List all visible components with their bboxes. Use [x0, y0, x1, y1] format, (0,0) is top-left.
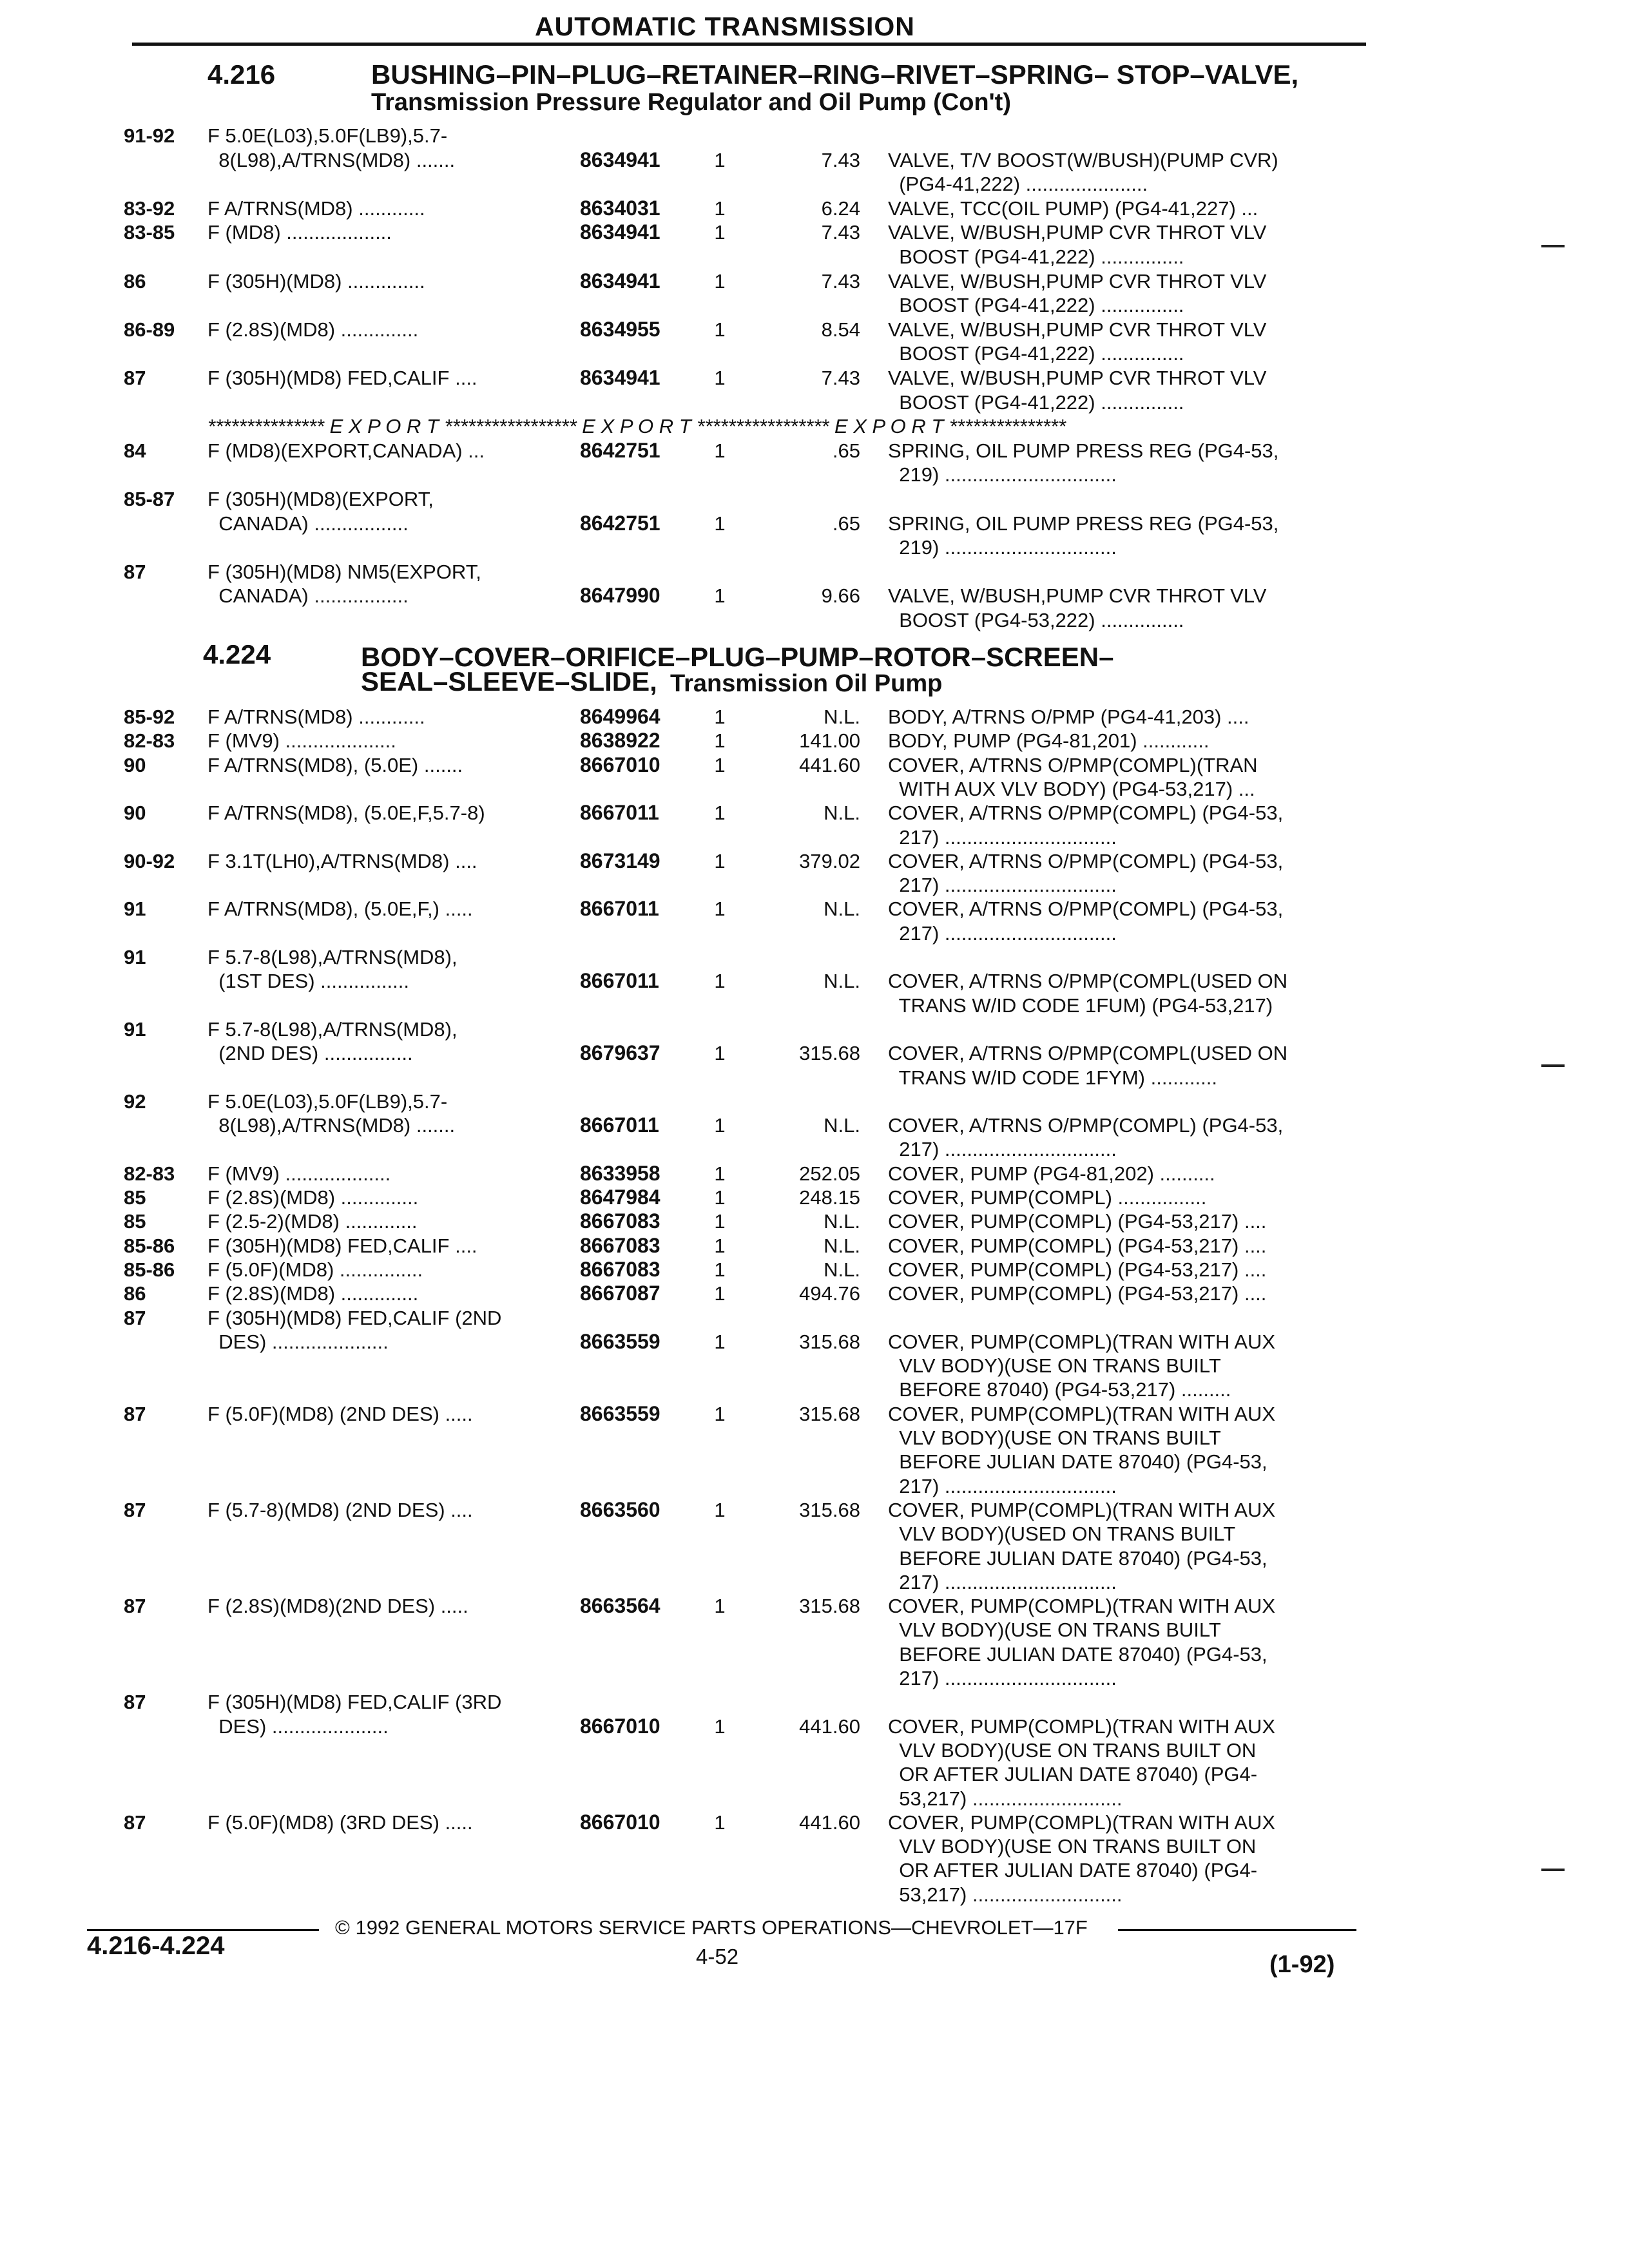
quantity: 1 — [714, 753, 726, 776]
model-years: 90 — [124, 802, 146, 825]
description: 219) ............................... — [888, 463, 1117, 486]
description: VLV BODY)(USE ON TRANS BUILT ON — [888, 1835, 1257, 1858]
model-years: 87 — [124, 367, 146, 389]
description: VLV BODY)(USE ON TRANS BUILT — [888, 1354, 1221, 1378]
application: F (305H)(MD8)(EXPORT, — [207, 488, 434, 510]
description: COVER, PUMP(COMPL)(TRAN WITH AUX — [888, 1811, 1276, 1834]
application: F 3.1T(LH0),A/TRNS(MD8) .... — [207, 849, 477, 872]
quantity: 1 — [714, 1210, 726, 1233]
footer-rule-right — [1118, 1929, 1356, 1931]
quantity: 1 — [714, 729, 726, 753]
description: VALVE, W/BUSH,PUMP CVR THROT VLV — [888, 367, 1267, 389]
application: F A/TRNS(MD8) ............ — [207, 706, 425, 728]
price: N.L. — [824, 802, 860, 825]
footer-copyright: © 1992 GENERAL MOTORS SERVICE PARTS OPERATIONS—CHEVROLET—17F — [335, 1916, 1088, 1939]
model-years: 85-87 — [124, 488, 175, 510]
application: F (305H)(MD8) FED,CALIF .... — [207, 1234, 477, 1257]
margin-mark — [1541, 245, 1565, 247]
description: BOOST (PG4-53,222) ............... — [888, 609, 1184, 631]
quantity: 1 — [714, 197, 726, 220]
application: F (MD8) ................... — [207, 221, 392, 244]
description: BODY, A/TRNS O/PMP (PG4-41,203) .... — [888, 706, 1249, 728]
section-title-2-line2: SEAL–SLEEVE–SLIDE, — [361, 666, 657, 697]
description: 217) ............................... — [888, 1138, 1117, 1161]
price: .65 — [832, 512, 860, 535]
application: F (2.8S)(MD8) .............. — [207, 1186, 419, 1209]
part-number: 8634031 — [580, 196, 660, 220]
description: 217) ............................... — [888, 874, 1117, 897]
quantity: 1 — [714, 1715, 726, 1738]
price: N.L. — [824, 970, 860, 993]
price: 8.54 — [821, 318, 860, 341]
application: F (MD8)(EXPORT,CANADA) ... — [207, 439, 485, 462]
model-years: 92 — [124, 1090, 146, 1113]
quantity: 1 — [714, 849, 726, 872]
description: VLV BODY)(USE ON TRANS BUILT — [888, 1427, 1221, 1449]
part-number: 8667083 — [580, 1233, 660, 1257]
quantity: 1 — [714, 1234, 726, 1257]
price: 141.00 — [799, 729, 860, 753]
part-number: 8633958 — [580, 1161, 660, 1185]
description: COVER, A/TRNS O/PMP(COMPL) (PG4-53, — [888, 1114, 1284, 1137]
model-years: 85-86 — [124, 1258, 175, 1281]
application: F (2.8S)(MD8)(2ND DES) ..... — [207, 1595, 468, 1618]
model-years: 90-92 — [124, 849, 175, 872]
description: (PG4-41,222) ...................... — [888, 173, 1148, 196]
part-number: 8667011 — [580, 969, 659, 993]
part-number: 8642751 — [580, 438, 660, 462]
model-years: 83-92 — [124, 197, 175, 220]
description: BOOST (PG4-41,222) ............... — [888, 390, 1184, 414]
description: COVER, PUMP(COMPL)(TRAN WITH AUX — [888, 1715, 1276, 1738]
section-title: BUSHING–PIN–PLUG–RETAINER–RING–RIVET–SPRING– STOP–VALVE, — [371, 59, 1299, 90]
application: F (MV9) ................... — [207, 1162, 391, 1185]
description: 53,217) ........................... — [888, 1883, 1123, 1906]
model-years: 86 — [124, 1282, 146, 1305]
model-years: 85 — [124, 1186, 146, 1209]
part-number: 8679637 — [580, 1041, 660, 1065]
footer-page-number: 4-52 — [696, 1945, 739, 1968]
description: 217) ............................... — [888, 1667, 1117, 1689]
application: F (305H)(MD8) NM5(EXPORT, — [207, 560, 481, 583]
section-title-2: BODY–COVER–ORIFICE–PLUG–PUMP–ROTOR–SCREEN– — [361, 642, 1114, 672]
price: 441.60 — [799, 1811, 860, 1834]
price: 379.02 — [799, 849, 860, 872]
footer-date: (1-92) — [1269, 1951, 1335, 1978]
price: 6.24 — [821, 197, 860, 220]
part-number: 8649964 — [580, 705, 660, 728]
quantity: 1 — [714, 1186, 726, 1209]
price: 7.43 — [821, 221, 860, 244]
description: TRANS W/ID CODE 1FYM) ............ — [888, 1066, 1217, 1089]
model-years: 91 — [124, 898, 146, 921]
section-number-2: 4.224 — [203, 639, 271, 669]
description: OR AFTER JULIAN DATE 87040) (PG4- — [888, 1763, 1258, 1786]
part-number: 8638922 — [580, 729, 660, 753]
model-years: 87 — [124, 1691, 146, 1714]
description: COVER, A/TRNS O/PMP(COMPL) (PG4-53, — [888, 802, 1284, 825]
model-years: 84 — [124, 439, 146, 462]
price: N.L. — [824, 898, 860, 921]
model-years: 82-83 — [124, 729, 175, 753]
part-number: 8634941 — [580, 220, 660, 244]
description: COVER, PUMP(COMPL) (PG4-53,217) .... — [888, 1210, 1267, 1233]
application: CANADA) ................. — [207, 512, 409, 535]
model-years: 87 — [124, 1811, 146, 1834]
quantity: 1 — [714, 1595, 726, 1618]
quantity: 1 — [714, 512, 726, 535]
price: 441.60 — [799, 753, 860, 776]
description: BODY, PUMP (PG4-81,201) ............ — [888, 729, 1210, 753]
description: VLV BODY)(USE ON TRANS BUILT — [888, 1619, 1221, 1642]
description: VLV BODY)(USED ON TRANS BUILT — [888, 1523, 1236, 1546]
description: SPRING, OIL PUMP PRESS REG (PG4-53, — [888, 512, 1279, 535]
application: F (5.0F)(MD8) (3RD DES) ..... — [207, 1811, 473, 1834]
margin-mark — [1541, 1869, 1565, 1871]
description: COVER, PUMP(COMPL) ................ — [888, 1186, 1207, 1209]
part-number: 8667083 — [580, 1209, 660, 1233]
quantity: 1 — [714, 439, 726, 462]
quantity: 1 — [714, 1258, 726, 1281]
price: N.L. — [824, 706, 860, 728]
application: 8(L98),A/TRNS(MD8) ....... — [207, 148, 456, 171]
price: N.L. — [824, 1234, 860, 1257]
price: 9.66 — [821, 584, 860, 608]
description: 217) ............................... — [888, 921, 1117, 945]
description: VALVE, TCC(OIL PUMP) (PG4-41,227) ... — [888, 197, 1258, 220]
part-number: 8634941 — [580, 269, 660, 293]
description: BEFORE 87040) (PG4-53,217) ......... — [888, 1378, 1231, 1401]
description: BEFORE JULIAN DATE 87040) (PG4-53, — [888, 1642, 1268, 1666]
description: COVER, A/TRNS O/PMP(COMPL) (PG4-53, — [888, 898, 1284, 921]
application: F (MV9) .................... — [207, 729, 396, 753]
quantity: 1 — [714, 367, 726, 389]
part-number: 8663560 — [580, 1497, 660, 1521]
model-years: 82-83 — [124, 1162, 175, 1185]
description: COVER, PUMP(COMPL) (PG4-53,217) .... — [888, 1234, 1267, 1257]
title-rule — [132, 43, 1366, 46]
model-years: 90 — [124, 753, 146, 776]
quantity: 1 — [714, 970, 726, 993]
price: 315.68 — [799, 1498, 860, 1521]
description: 53,217) ........................... — [888, 1787, 1123, 1810]
application: DES) ..................... — [207, 1715, 389, 1738]
part-number: 8634941 — [580, 366, 660, 389]
description: VALVE, W/BUSH,PUMP CVR THROT VLV — [888, 221, 1267, 244]
part-number: 8647984 — [580, 1186, 660, 1209]
part-number: 8663564 — [580, 1594, 660, 1618]
part-number: 8663559 — [580, 1401, 660, 1425]
section-subtitle: Transmission Pressure Regulator and Oil Pump (Con't) — [371, 89, 1011, 116]
quantity: 1 — [714, 148, 726, 171]
description: VALVE, W/BUSH,PUMP CVR THROT VLV — [888, 318, 1267, 341]
description: COVER, A/TRNS O/PMP(COMPL) (PG4-53, — [888, 849, 1284, 872]
footer-rule-left — [87, 1929, 319, 1931]
application: F (305H)(MD8) FED,CALIF (2ND — [207, 1306, 502, 1329]
part-number: 8634941 — [580, 148, 660, 171]
part-number: 8667083 — [580, 1257, 660, 1281]
application: F A/TRNS(MD8), (5.0E,F,) ..... — [207, 898, 473, 921]
description: 217) ............................... — [888, 825, 1117, 849]
model-years: 91-92 — [124, 124, 175, 147]
part-number: 8673149 — [580, 849, 660, 872]
description: COVER, PUMP(COMPL) (PG4-53,217) .... — [888, 1282, 1267, 1305]
price: 494.76 — [799, 1282, 860, 1305]
application: F (2.8S)(MD8) .............. — [207, 318, 419, 341]
quantity: 1 — [714, 802, 726, 825]
description: COVER, A/TRNS O/PMP(COMPL)(TRAN — [888, 753, 1258, 776]
model-years: 86 — [124, 269, 146, 293]
model-years: 91 — [124, 946, 146, 968]
price: 7.43 — [821, 367, 860, 389]
price: 315.68 — [799, 1330, 860, 1353]
application: (1ST DES) ................ — [207, 970, 409, 993]
export-divider: *************** E X P O R T ***************** E X P O R T ***************** E X P O R T *************** — [207, 415, 1066, 437]
part-number: 8634955 — [580, 317, 660, 341]
price: 7.43 — [821, 148, 860, 171]
description: COVER, PUMP(COMPL)(TRAN WITH AUX — [888, 1595, 1276, 1618]
description: COVER, PUMP(COMPL)(TRAN WITH AUX — [888, 1402, 1276, 1425]
application: F (305H)(MD8) FED,CALIF .... — [207, 367, 477, 389]
application: F 5.0E(L03),5.0F(LB9),5.7- — [207, 124, 448, 147]
application: F A/TRNS(MD8) ............ — [207, 197, 425, 220]
model-years: 87 — [124, 1306, 146, 1329]
quantity: 1 — [714, 1330, 726, 1353]
description: BEFORE JULIAN DATE 87040) (PG4-53, — [888, 1546, 1268, 1570]
price: 248.15 — [799, 1186, 860, 1209]
price: 315.68 — [799, 1042, 860, 1065]
part-number: 8663559 — [580, 1329, 660, 1353]
quantity: 1 — [714, 584, 726, 608]
quantity: 1 — [714, 1811, 726, 1834]
part-number: 8667087 — [580, 1282, 660, 1305]
section-number: 4.216 — [207, 59, 276, 90]
application: F A/TRNS(MD8), (5.0E,F,5.7-8) — [207, 802, 485, 825]
part-number: 8667011 — [580, 1113, 659, 1137]
margin-mark — [1541, 1064, 1565, 1067]
description: 217) ............................... — [888, 1474, 1117, 1497]
model-years: 83-85 — [124, 221, 175, 244]
application: F (5.0F)(MD8) (2ND DES) ..... — [207, 1402, 473, 1425]
application: F 5.0E(L03),5.0F(LB9),5.7- — [207, 1090, 448, 1113]
description: VALVE, W/BUSH,PUMP CVR THROT VLV — [888, 584, 1267, 608]
description: TRANS W/ID CODE 1FUM) (PG4-53,217) — [888, 994, 1273, 1017]
description: 219) ............................... — [888, 536, 1117, 559]
application: F A/TRNS(MD8), (5.0E) ....... — [207, 753, 463, 776]
model-years: 85-86 — [124, 1234, 175, 1257]
model-years: 85 — [124, 1210, 146, 1233]
quantity: 1 — [714, 1498, 726, 1521]
application: F (305H)(MD8) .............. — [207, 269, 425, 293]
description: SPRING, OIL PUMP PRESS REG (PG4-53, — [888, 439, 1279, 462]
model-years: 87 — [124, 1595, 146, 1618]
description: VALVE, W/BUSH,PUMP CVR THROT VLV — [888, 269, 1267, 293]
application: F (5.0F)(MD8) ............... — [207, 1258, 423, 1281]
part-number: 8667010 — [580, 1810, 660, 1834]
price: 441.60 — [799, 1715, 860, 1738]
price: N.L. — [824, 1114, 860, 1137]
part-number: 8667010 — [580, 1714, 660, 1738]
description: BOOST (PG4-41,222) ............... — [888, 294, 1184, 317]
description: BEFORE JULIAN DATE 87040) (PG4-53, — [888, 1450, 1268, 1474]
description: COVER, PUMP(COMPL) (PG4-53,217) .... — [888, 1258, 1267, 1281]
application: 8(L98),A/TRNS(MD8) ....... — [207, 1114, 456, 1137]
price: 7.43 — [821, 269, 860, 293]
application: F (5.7-8)(MD8) (2ND DES) .... — [207, 1498, 473, 1521]
description: VALVE, T/V BOOST(W/BUSH)(PUMP CVR) — [888, 148, 1278, 171]
part-number: 8642751 — [580, 511, 660, 535]
application: F 5.7-8(L98),A/TRNS(MD8), — [207, 946, 458, 968]
quantity: 1 — [714, 221, 726, 244]
description: BOOST (PG4-41,222) ............... — [888, 245, 1184, 268]
price: 315.68 — [799, 1402, 860, 1425]
description: COVER, PUMP(COMPL)(TRAN WITH AUX — [888, 1330, 1276, 1353]
model-years: 87 — [124, 560, 146, 583]
description: COVER, A/TRNS O/PMP(COMPL(USED ON — [888, 1042, 1288, 1065]
part-number: 8667011 — [580, 801, 659, 825]
quantity: 1 — [714, 1042, 726, 1065]
application: F (2.5-2)(MD8) ............. — [207, 1210, 418, 1233]
price: .65 — [832, 439, 860, 462]
price: N.L. — [824, 1210, 860, 1233]
description: BOOST (PG4-41,222) ............... — [888, 342, 1184, 365]
description: 217) ............................... — [888, 1570, 1117, 1593]
price: 315.68 — [799, 1595, 860, 1618]
description: COVER, PUMP (PG4-81,202) .......... — [888, 1162, 1215, 1185]
footer-section-range: 4.216-4.224 — [87, 1932, 225, 1960]
description: COVER, A/TRNS O/PMP(COMPL(USED ON — [888, 970, 1288, 993]
quantity: 1 — [714, 706, 726, 728]
part-number: 8647990 — [580, 584, 660, 608]
quantity: 1 — [714, 318, 726, 341]
part-number: 8667011 — [580, 897, 659, 921]
model-years: 85-92 — [124, 706, 175, 728]
application: CANADA) ................. — [207, 584, 409, 608]
quantity: 1 — [714, 1114, 726, 1137]
model-years: 87 — [124, 1498, 146, 1521]
part-number: 8667010 — [580, 753, 660, 776]
application: (2ND DES) ................ — [207, 1042, 413, 1065]
section-subtitle-2: Transmission Oil Pump — [670, 670, 943, 697]
application: F (2.8S)(MD8) .............. — [207, 1282, 419, 1305]
quantity: 1 — [714, 269, 726, 293]
application: F (305H)(MD8) FED,CALIF (3RD — [207, 1691, 502, 1714]
application: F 5.7-8(L98),A/TRNS(MD8), — [207, 1017, 458, 1041]
model-years: 87 — [124, 1402, 146, 1425]
quantity: 1 — [714, 1282, 726, 1305]
price: N.L. — [824, 1258, 860, 1281]
price: 252.05 — [799, 1162, 860, 1185]
quantity: 1 — [714, 1402, 726, 1425]
description: WITH AUX VLV BODY) (PG4-53,217) ... — [888, 777, 1255, 800]
description: COVER, PUMP(COMPL)(TRAN WITH AUX — [888, 1498, 1276, 1521]
description: VLV BODY)(USE ON TRANS BUILT ON — [888, 1738, 1257, 1762]
quantity: 1 — [714, 898, 726, 921]
quantity: 1 — [714, 1162, 726, 1185]
model-years: 86-89 — [124, 318, 175, 341]
description: OR AFTER JULIAN DATE 87040) (PG4- — [888, 1859, 1258, 1882]
page-title: AUTOMATIC TRANSMISSION — [535, 12, 915, 41]
application: DES) ..................... — [207, 1330, 389, 1353]
model-years: 91 — [124, 1017, 146, 1041]
